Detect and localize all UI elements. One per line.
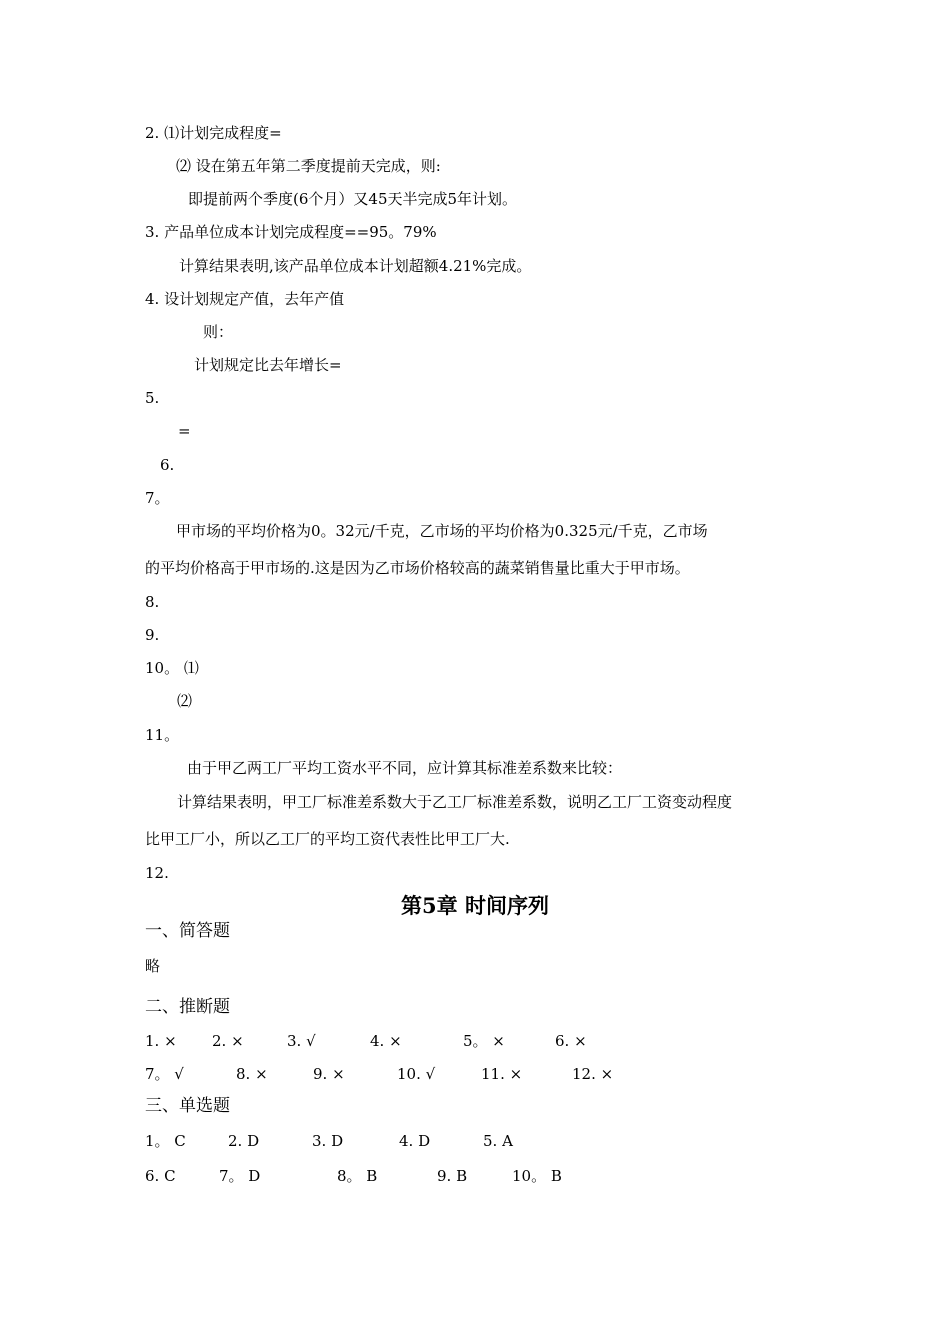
- judgement-answer: 9. ×: [313, 1065, 345, 1083]
- answer-line-5-1: 5.: [145, 389, 160, 407]
- answer-line-4-3: 计划规定比去年增长=: [194, 356, 342, 374]
- choice-answer: 7。 D: [219, 1167, 261, 1185]
- section-body-short-answer: 略: [145, 957, 161, 975]
- answer-line-10-2: ⑵: [177, 692, 193, 710]
- choice-answer: 10。 B: [512, 1167, 562, 1185]
- section-heading-judgement: 二、推断题: [145, 997, 230, 1017]
- answer-line-12: 12.: [145, 864, 169, 882]
- answer-line-8: 8.: [145, 593, 160, 611]
- choice-answer: 5. A: [483, 1132, 513, 1150]
- choice-answer: 1。 C: [145, 1132, 186, 1150]
- answer-line-11-4: 比甲工厂小，所以乙工厂的平均工资代表性比甲工厂大.: [145, 830, 510, 848]
- judgement-answer: 11. ×: [481, 1065, 523, 1083]
- judgement-answer: 4. ×: [370, 1032, 402, 1050]
- choice-answer: 6. C: [145, 1167, 176, 1185]
- section-heading-short-answer: 一、简答题: [145, 921, 230, 941]
- answer-line-6: 6.: [160, 456, 175, 474]
- answer-line-4-1: 4. 设计划规定产值，去年产值: [145, 290, 345, 308]
- answer-line-11-3: 计算结果表明，甲工厂标准差系数大于乙工厂标准差系数，说明乙工厂工资变动程度: [177, 793, 733, 811]
- answer-line-5-2: =: [178, 422, 191, 440]
- choice-answer: 2. D: [228, 1132, 260, 1150]
- chapter-title: 第5章 时间序列: [401, 893, 549, 918]
- judgement-answer: 7。 √: [145, 1065, 184, 1083]
- judgement-answer: 8. ×: [236, 1065, 268, 1083]
- judgement-answer: 10. √: [397, 1065, 436, 1083]
- answer-line-7-1: 7。: [145, 489, 170, 507]
- choice-answer: 9. B: [437, 1167, 468, 1185]
- answer-line-3-2: 计算结果表明,该产品单位成本计划超额4.21%完成。: [179, 257, 532, 275]
- answer-line-9: 9.: [145, 626, 160, 644]
- answer-line-11-1: 11。: [145, 726, 180, 744]
- answer-line-10-1: 10。 ⑴: [145, 659, 199, 677]
- judgement-answer: 1. ×: [145, 1032, 177, 1050]
- section-heading-single-choice: 三、单选题: [145, 1096, 230, 1116]
- judgement-answer: 6. ×: [555, 1032, 587, 1050]
- choice-answer: 4. D: [399, 1132, 431, 1150]
- choice-answer: 8。 B: [337, 1167, 378, 1185]
- judgement-answer: 12. ×: [572, 1065, 614, 1083]
- answer-line-7-2: 甲市场的平均价格为0。32元/千克，乙市场的平均价格为0.325元/千克，乙市场: [176, 522, 708, 540]
- answer-line-2-1: 2. ⑴计划完成程度=: [145, 124, 282, 142]
- judgement-answer: 2. ×: [212, 1032, 244, 1050]
- answer-line-4-2: 则：: [203, 323, 234, 341]
- answer-line-7-3: 的平均价格高于甲市场的.这是因为乙市场价格较高的蔬菜销售量比重大于甲市场。: [145, 559, 690, 577]
- answer-line-11-2: 由于甲乙两工厂平均工资水平不同，应计算其标准差系数来比较：: [187, 759, 623, 777]
- answer-line-2-2: ⑵ 设在第五年第二季度提前天完成，则:: [176, 157, 441, 175]
- judgement-answer: 5。 ×: [463, 1032, 505, 1050]
- answer-line-3-1: 3. 产品单位成本计划完成程度==95。79%: [145, 223, 437, 241]
- choice-answer: 3. D: [312, 1132, 344, 1150]
- answer-line-2-3: 即提前两个季度(6个月）又45天半完成5年计划。: [188, 190, 518, 208]
- judgement-answer: 3. √: [287, 1032, 316, 1050]
